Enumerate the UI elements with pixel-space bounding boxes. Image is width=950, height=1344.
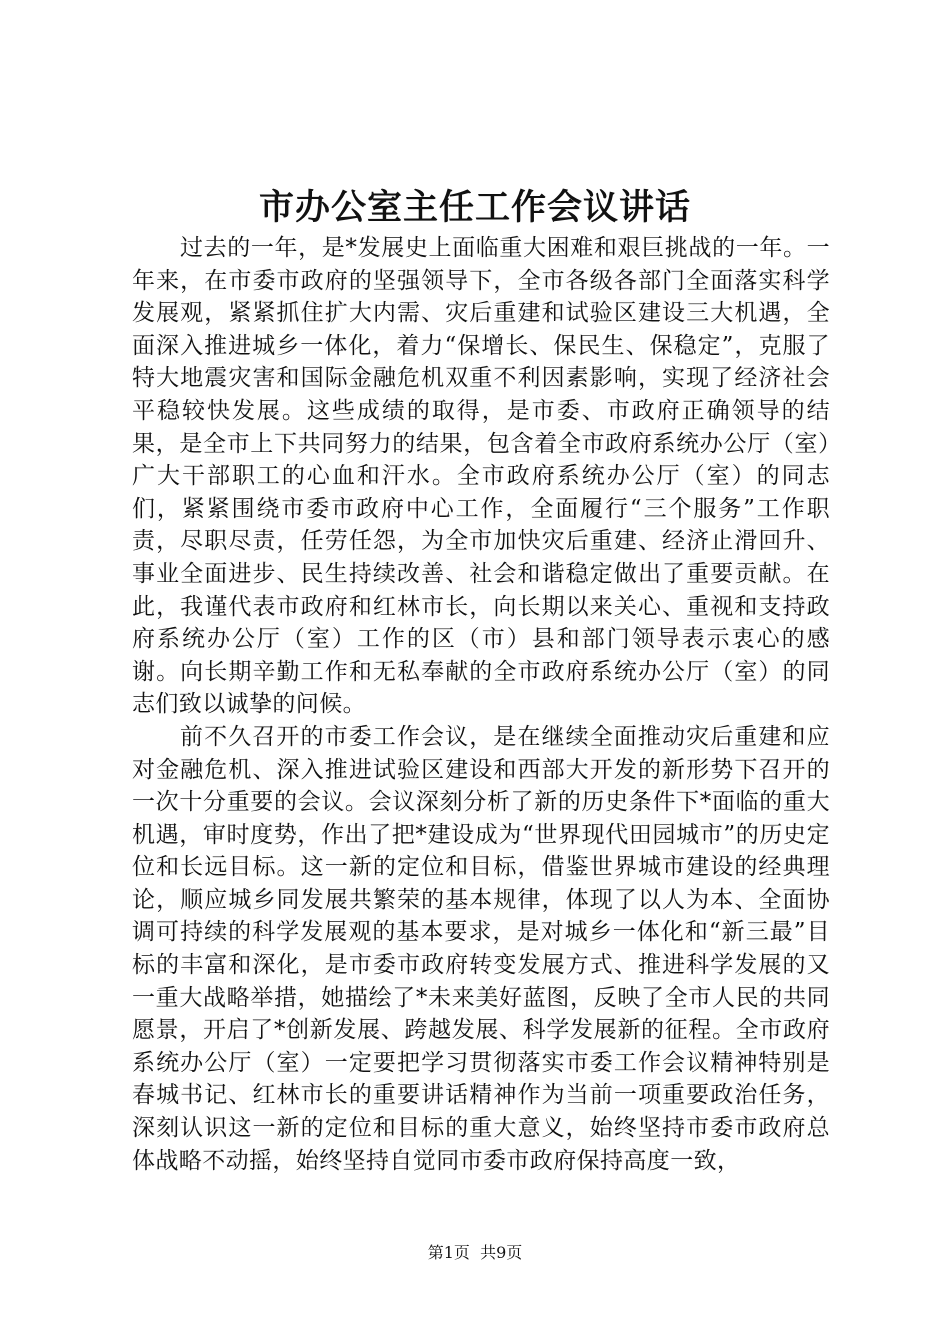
page-number-indicator: 第1页 共9页 <box>427 1243 523 1262</box>
document-title: 市办公室主任工作会议讲话 <box>258 187 691 228</box>
paragraph-1: 过去的一年，是*发展史上面临重大困难和艰巨挑战的一年。一年来，在市委市政府的坚强领导下，全市各级各部门全面落实科学发展观，紧紧抓住扩大内需、灾后重建和试验区建设三大机遇，全面深入推进城乡一体化，着力“保增长、保民生、保稳定”，克服了特大地震灾害和国际金融危机双重不利因素影响，实现了经济社会平稳较快发展。这些成绩的取得，是市委、市政府正确领导的结果，是全市上下共同努力的结果，包含着全市政府系统办公厅（室）广大干部职工的心血和汗水。全市政府系统办公厅（室）的同志们，紧紧围绕市委市政府中心工作，全面履行“三个服务”工作职责，尽职尽责，任劳任怨，为全市加快灾后重建、经济止滑回升、事业全面进步、民生持续改善、社会和谐稳定做出了重要贡献。在此，我谨代表市政府和红林市长，向长期以来关心、重视和支持政府系统办公厅（室）工作的区（市）县和部门领导表示衷心的感谢。向长期辛勤工作和无私奉献的全市政府系统办公厅（室）的同志们致以诚挚的问候。 <box>132 235 830 718</box>
paragraph-2: 前不久召开的市委工作会议，是在继续全面推动灾后重建和应对金融危机、深入推进试验区建设和西部大开发的新形势下召开的一次十分重要的会议。会议深刻分析了新的历史条件下*面临的重大机遇，审时度势，作出了把*建设成为“世界现代田园城市”的历史定位和长远目标。这一新的定位和目标，借鉴世界城市建设的经典理论，顺应城乡同发展共繁荣的基本规律，体现了以人为本、全面协调可持续的科学发展观的基本要求，是对城乡一体化和“新三最”目标的丰富和深化，是市委市政府转变发展方式、推进科学发展的又一重大战略举措，她描绘了*未来美好蓝图，反映了全市人民的共同愿景，开启了*创新发展、跨越发展、科学发展新的征程。全市政府系统办公厅（室）一定要把学习贯彻落实市委工作会议精神特别是春城书记、红林市长的重要讲话精神作为当前一项重要政治任务，深刻认识这一新的定位和目标的重大意义，始终坚持市委市政府总体战略不动摇，始终坚持自觉同市委市政府保持高度一致， <box>132 723 830 1174</box>
page-footer <box>0 1242 950 1264</box>
document-body <box>132 232 830 1177</box>
